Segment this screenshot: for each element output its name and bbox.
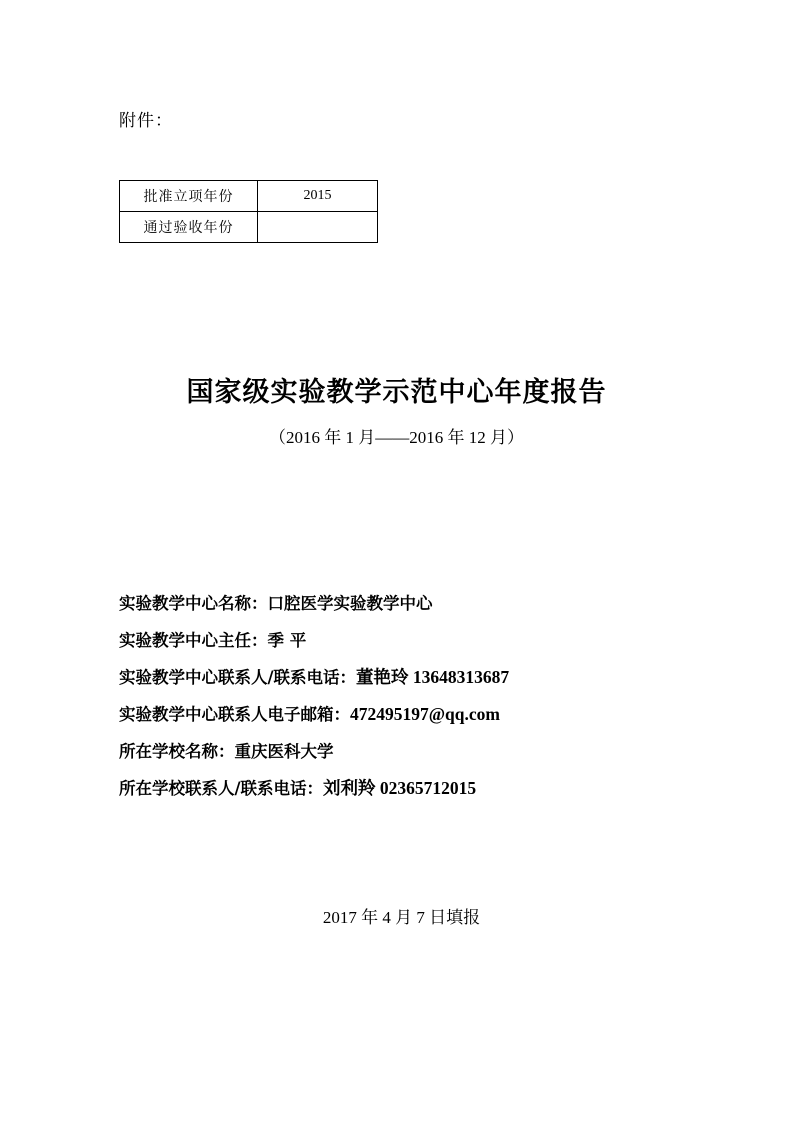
center-info	[119, 590, 509, 812]
approval-year-value: 2015	[258, 181, 378, 212]
info-value: 刘利羚 02365712015	[323, 778, 477, 798]
info-label: 实验教学中心名称：	[119, 594, 268, 613]
center-contact-row	[119, 664, 509, 701]
fill-date: 2017 年 4 月 7 日填报	[322, 908, 481, 927]
info-label: 所在学校联系人/联系电话：	[119, 779, 324, 798]
info-value: 472495197@qq.com	[350, 704, 500, 724]
table-row	[120, 181, 378, 212]
school-contact-row	[119, 775, 509, 812]
info-label: 实验教学中心联系人电子邮箱：	[119, 705, 350, 724]
school-name-row	[119, 738, 509, 775]
info-value: 口腔医学实验教学中心	[267, 594, 433, 613]
info-value: 季 平	[267, 631, 307, 650]
center-name-row	[119, 590, 509, 627]
info-label: 实验教学中心主任：	[119, 631, 268, 650]
report-period: （2016 年 1 月——2016 年 12 月）	[269, 428, 524, 447]
table-row	[120, 212, 378, 243]
acceptance-year-value	[258, 212, 378, 243]
acceptance-year-label: 通过验收年份	[120, 212, 258, 243]
center-director-row	[119, 627, 509, 664]
attachment-label: 附件：	[119, 111, 173, 131]
approval-year-label: 批准立项年份	[120, 181, 258, 212]
info-label: 所在学校名称：	[119, 742, 235, 761]
report-title: 国家级实验教学示范中心年度报告	[186, 377, 607, 408]
project-year-table	[119, 180, 378, 243]
info-value: 董艳玲 13648313687	[356, 667, 510, 687]
info-label: 实验教学中心联系人/联系电话：	[119, 668, 357, 687]
center-email-row	[119, 701, 509, 738]
info-value: 重庆医科大学	[234, 742, 334, 761]
